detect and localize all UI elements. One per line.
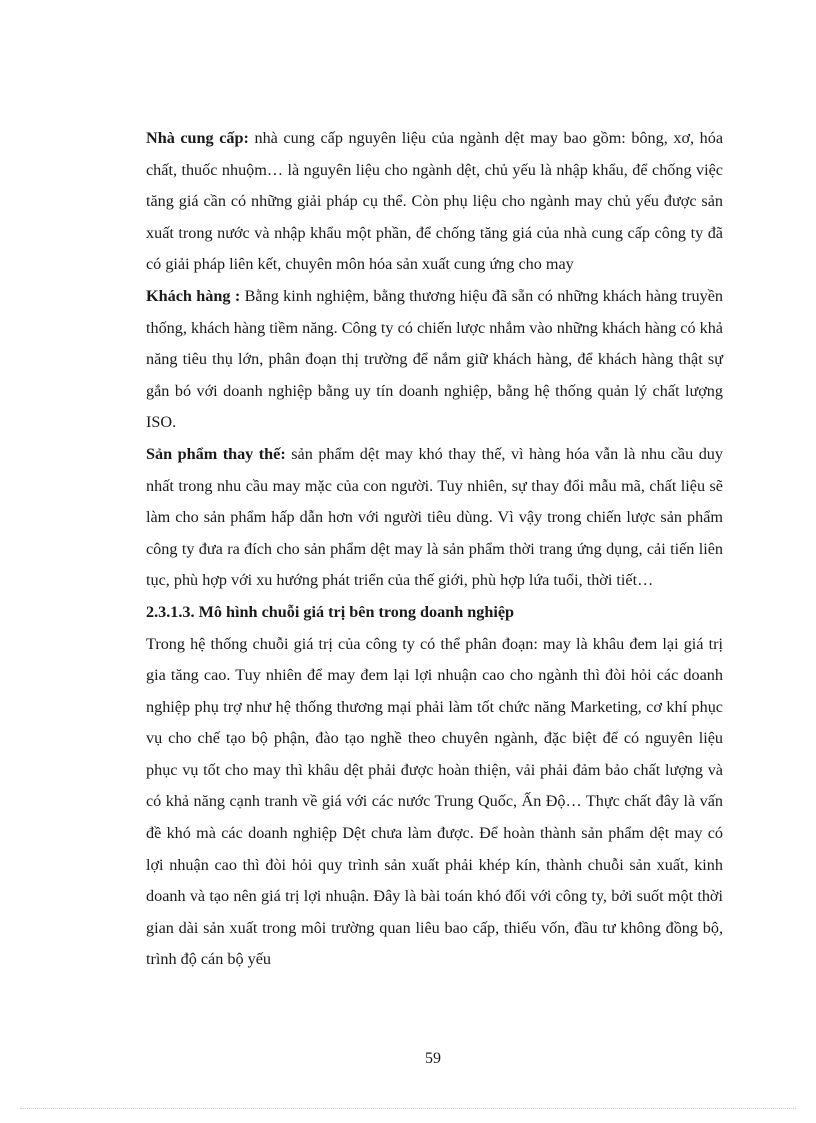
- body-text: [146, 123, 723, 976]
- paragraph-customers: [146, 281, 723, 439]
- text-suppliers: nhà cung cấp nguyên liệu của ngành dệt may bao gồm: bông, xơ, hóa chất, thuốc nhuộm… là nguyên liệu cho ngành dệt, chủ yếu là nhập khẩu, để chống việc tăng giá cần có những giải pháp cụ thể. Còn phụ liệu cho ngành may chủ yếu được sản xuất trong nước và nhập khẩu một phần, để chống tăng giá của nhà cung cấp công ty đã có giải pháp liên kết, chuyên môn hóa sản xuất cung ứng cho may: [146, 129, 723, 274]
- section-heading: 2.3.1.3. Mô hình chuỗi giá trị bên trong doanh nghiệp: [146, 602, 515, 621]
- paragraph-suppliers: [146, 123, 723, 281]
- text-customers: Bằng kinh nghiệm, bằng thương hiệu đã sẵn có những khách hàng truyền thống, khách hàng tiềm năng. Công ty có chiến lược nhắm vào những khách hàng có khả năng tiêu thụ lớn, phân đoạn thị trường để nắm giữ khách hàng, để khách hàng thật sự gắn bó với doanh nghiệp bằng uy tín doanh nghiệp, bằng hệ thống quản lý chất lượng ISO.: [146, 286, 723, 432]
- paragraph-substitutes: [146, 439, 723, 597]
- label-substitutes: Sản phẩm thay thế:: [146, 444, 286, 463]
- label-customers: Khách hàng :: [146, 286, 241, 305]
- text-substitutes: sản phẩm dệt may khó thay thế, vì hàng hóa vẫn là nhu cầu duy nhất trong nhu cầu may mặc của con người. Tuy nhiên, sự thay đổi mẫu mã, chất liệu sẽ làm cho sản phẩm hấp dẫn hơn với người tiêu dùng. Vì vậy trong chiến lược sản phẩm công ty đưa ra đích cho sản phẩm dệt may là sản phẩm thời trang ứng dụng, cải tiến liên tục, phù hợp với xu hướng phát triển của thế giới, phù hợp lứa tuổi, thời tiết…: [146, 444, 723, 590]
- page-bottom-rule: [20, 1108, 796, 1109]
- page-number: 59: [425, 1050, 441, 1067]
- label-suppliers: Nhà cung cấp:: [146, 129, 249, 147]
- section-body: Trong hệ thống chuỗi giá trị của công ty có thể phân đoạn: may là khâu đem lại giá trị gia tăng cao. Tuy nhiên để may đem lại lợi nhuận cao cho ngành thì đòi hỏi các doanh nghiệp phụ trợ như hệ thống thương mại phải làm tốt chức năng Marketing, cơ khí phục vụ cho chế tạo bộ phận, đào tạo nghề theo chuyên ngành, đặc biệt để có nguyên liệu phục vụ tốt cho may thì khâu dệt phải được hoàn thiện, vải phải đảm bảo chất lượng và có khả năng cạnh tranh về giá với các nước Trung Quốc, Ấn Độ… Thực chất đây là vấn đề khó mà các doanh nghiệp Dệt chưa làm được. Để hoàn thành sản phẩm dệt may có lợi nhuận cao thì đòi hỏi quy trình sản xuất phải khép kín, thành chuỗi sản xuất, kinh doanh và tạo nên giá trị lợi nhuận. Đây là bài toán khó đối với công ty, bởi suốt một thời gian dài sản xuất trong môi trường quan liêu bao cấp, thiếu vốn, đầu tư không đồng bộ, trình độ cán bộ yếu: [146, 634, 723, 969]
